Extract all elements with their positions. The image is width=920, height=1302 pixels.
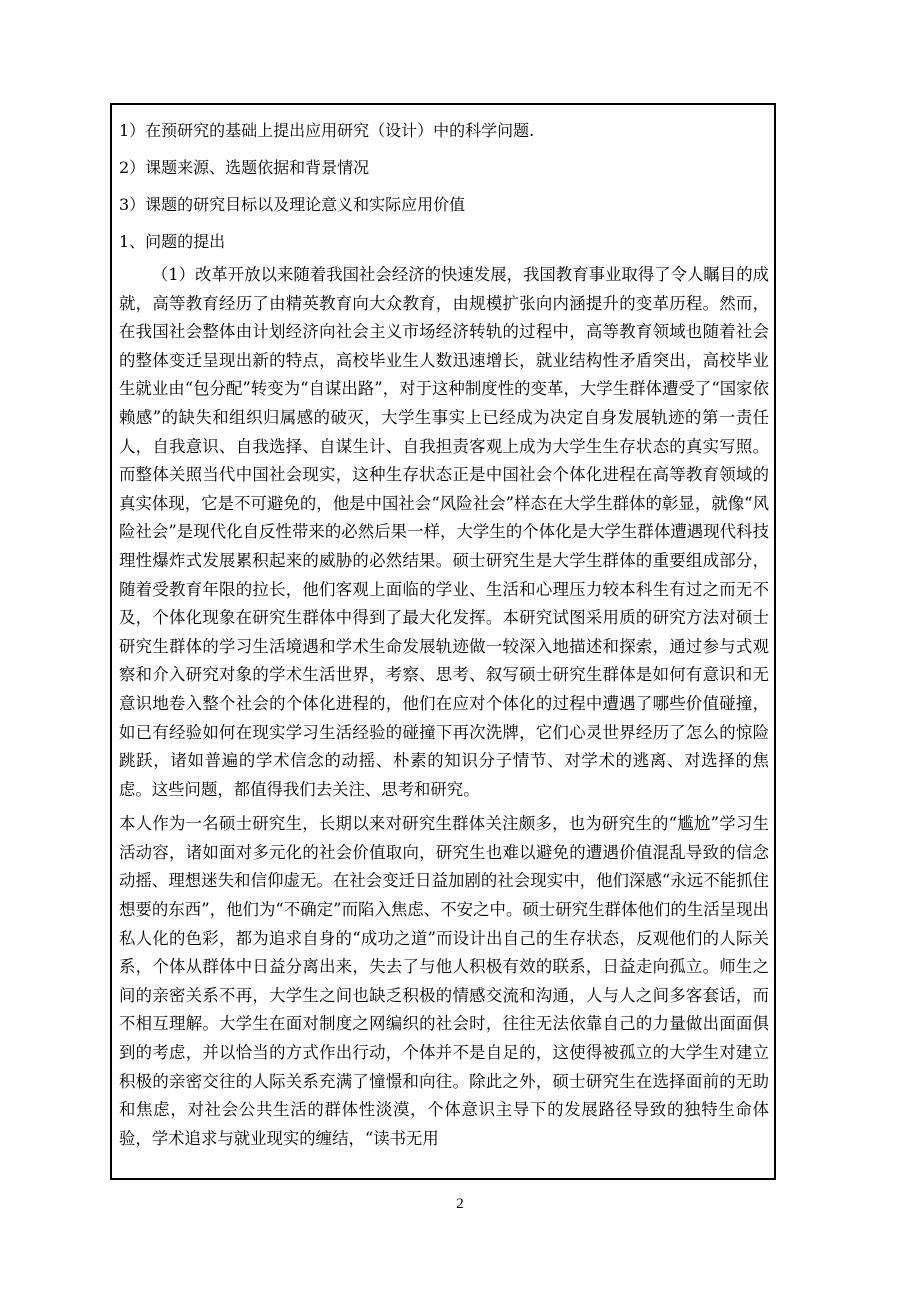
cell-content <box>119 121 769 1153</box>
prompt-item-1: 1）在预研究的基础上提出应用研究（设计）中的科学问题. <box>119 121 535 140</box>
form-table-cell <box>110 103 776 1180</box>
body-paragraph-1: （1）改革开放以来随着我国社会经济的快速发展，我国教育事业取得了令人瞩目的成就，高等教育经历了由精英教育向大众教育，由规模扩张向内涵提升的变革历程。然而，在我国社会整体由计划经济向社会主义市场经济转轨的过程中，高等教育领域也随着社会的整体变迁呈现出新的特点，高校毕业生人数迅速增长，就业结构性矛盾突出，高校毕业生就业由“包分配”转变为“自谋出路”，对于这种制度性的变革，大学生群体遭受了“国家依赖感”的缺失和组织归属感的破灭，大学生事实上已经成为决定自身发展轨迹的第一责任人，自我意识、自我选择、自谋生计、自我担责客观上成为大学生生存状态的真实写照。而整体关照当代中国社会现实，这种生存状态正是中国社会个体化进程在高等教育领域的真实体现，它是不可避免的，他是中国社会“风险社会”样态在大学生群体的彰显，就像“风险社会”是现代化自反性带来的必然后果一样，大学生的个体化是大学生群体遭遇现代科技理性爆炸式发展累积起来的威胁的必然结果。硕士研究生是大学生群体的重要组成部分，随着受教育年限的拉长，他们客观上面临的学业、生活和心理压力较本科生有过之而无不及，个体化现象在研究生群体中得到了最大化发挥。本研究试图采用质的研究方法对硕士研究生群体的学习生活境遇和学术生命发展轨迹做一较深入地描述和探索，通过参与式观察和介入研究对象的学术生活世界，考察、思考、叙写硕士研究生群体是如何有意识和无意识地卷入整个社会的个体化进程的，他们在应对个体化的过程中遭遇了哪些价值碰撞，如已有经验如何在现实学习生活经验的碰撞下再次洗牌，它们心灵世界经历了怎么的惊险跳跃，诸如普遍的学术信念的动摇、朴素的知识分子情节、对学术的逃离、对选择的焦虑。这些问题，都值得我们去关注、思考和研究。 <box>119 265 769 799</box>
prompt-item-2: 2）课题来源、选题依据和背景情况 <box>119 158 370 177</box>
section-heading: 1、问题的提出 <box>119 232 226 251</box>
page-number: 2 <box>456 1196 464 1212</box>
prompt-item-3: 3）课题的研究目标以及理论意义和实际应用价值 <box>119 195 466 214</box>
body-paragraph-2: 本人作为一名硕士研究生，长期以来对研究生群体关注颇多，也为研究生的“尴尬”学习生活动容，诸如面对多元化的社会价值取向，研究生也难以避免的遭遇价值混乱导致的信念动摇、理想迷失和信仰虚无。在社会变迁日益加剧的社会现实中，他们深感“永远不能抓住想要的东西”，他们为“不确定”而陷入焦虑、不安之中。硕士研究生群体他们的生活呈现出私人化的色彩，都为追求自身的“成功之道”而设计出自己的生存状态，反观他们的人际关系，个体从群体中日益分离出来，失去了与他人积极有效的联系，日益走向孤立。师生之间的亲密关系不再，大学生之间也缺乏积极的情感交流和沟通，人与人之间多客套话，而不相互理解。大学生在面对制度之网编织的社会时，往往无法依靠自己的力量做出面面俱到的考虑，并以恰当的方式作出行动，个体并不是自足的，这使得被孤立的大学生对建立积极的亲密交往的人际关系充满了憧憬和向往。除此之外，硕士研究生在选择面前的无助和焦虑，对社会公共生活的群体性淡漠，个体意识主导下的发展路径导致的独特生命体验，学术追求与就业现实的缠结，“读书无用 <box>119 814 769 1148</box>
